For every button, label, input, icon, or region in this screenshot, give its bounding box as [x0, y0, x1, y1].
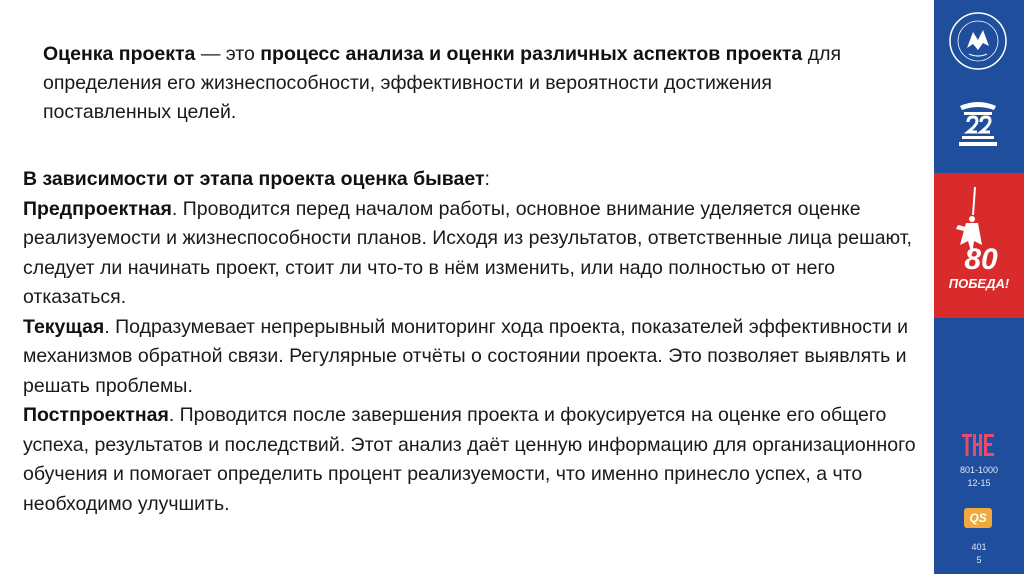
stages-heading-line: [23, 165, 918, 195]
the-rank-secondary: 12-15: [967, 478, 991, 488]
victory-word: ПОБЕДА!: [948, 276, 1010, 291]
sidebar: [932, 0, 1024, 574]
stage-name: Постпроектная: [23, 404, 169, 426]
stage-name: Предпроектная: [23, 197, 172, 220]
stage-preproject: [23, 195, 918, 313]
stages-heading: В зависимости от этапа проекта оценка бывает: [23, 168, 485, 190]
stages-section: [23, 165, 918, 519]
stage-description: . Проводится после завершения проекта и фокусируется на оценке его общего успеха, результатов и последствий. Этот анализ даёт ценную информацию для организационного обучения и помогает определить процент реализуемости, что именно принесло успех, а что необходимо улучшить.: [23, 404, 916, 515]
university-seal-icon: [947, 10, 1009, 72]
the-rank-range: 801-1000: [959, 465, 999, 475]
stages-heading-colon: :: [484, 168, 490, 190]
intro-definition: [43, 40, 873, 127]
stage-name: Текущая: [23, 315, 105, 338]
stage-current: [23, 313, 918, 402]
the-ranking-logo-icon: [961, 433, 995, 459]
victory-number: 80: [964, 243, 998, 276]
intro-definition-bold: процесс анализа и оценки различных аспектов проекта: [260, 43, 803, 65]
qs-ranking-logo: QS: [964, 508, 992, 528]
intro-term: Оценка проекта: [43, 43, 196, 65]
intro-definition-rest: для определения его жизнеспособности, эффективности и вероятности достижения поставленных целей.: [43, 43, 842, 123]
stage-description: . Проводится перед началом работы, основное внимание уделяется оценке реализуемости и жизнеспособности планов. Исходя из результатов, ответственные лица решают, следует ли начинать проект, стоит ли что-то в нём изменить, или надо полностью от него отказаться.: [23, 197, 912, 308]
stage-postproject: [23, 401, 918, 519]
victory-80-badge: [934, 173, 1024, 318]
anniversary-column-icon: [954, 100, 1002, 150]
stage-description: . Подразумевает непрерывный мониторинг хода проекта, показателей эффективности и механизмов обратной связи. Регулярные отчёты о состоянии проекта. Это позволяет выявлять и решать проблемы.: [23, 315, 909, 397]
qs-rank-range: 401: [971, 542, 987, 552]
qs-rank-secondary: 5: [976, 555, 982, 565]
intro-dash: — это: [195, 43, 261, 65]
